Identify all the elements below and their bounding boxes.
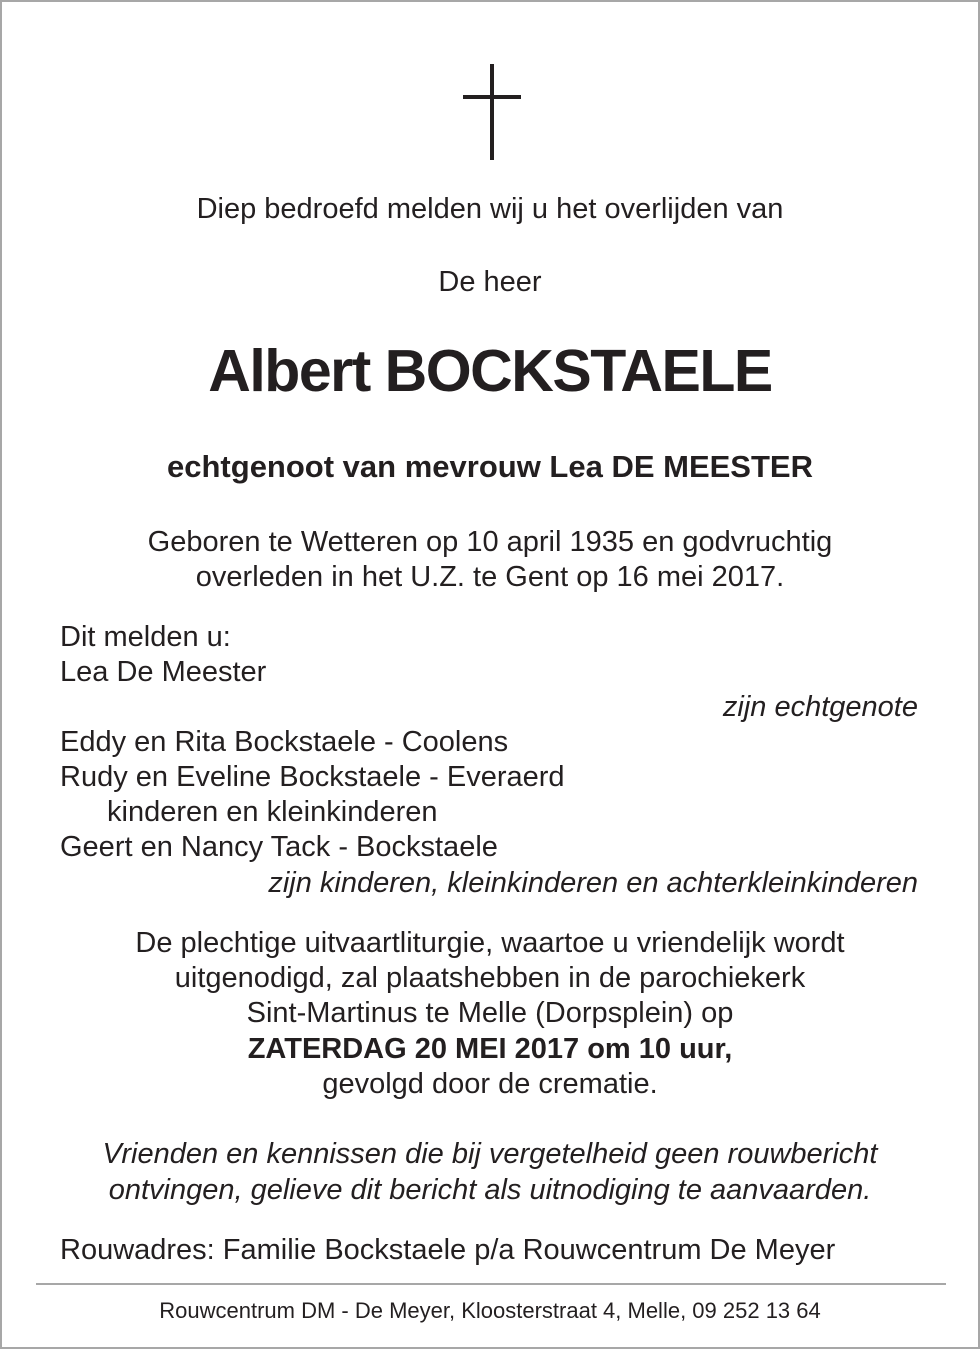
- birth-line: Geboren te Wetteren op 10 april 1935 en godvruchtig: [147, 526, 833, 558]
- child-line-1: Eddy en Rita Bockstaele - Coolens: [60, 726, 509, 758]
- footer-divider: [36, 1283, 946, 1285]
- note-line-2: ontvingen, gelieve dit bericht als uitnodiging te aanvaarden.: [108, 1174, 872, 1206]
- intro-text: Diep bedroefd melden wij u het overlijden van: [196, 193, 784, 225]
- funeral-line-2: uitgenodigd, zal plaatshebben in de parochiekerk: [174, 962, 806, 994]
- cross-horizontal-bar: [463, 95, 521, 99]
- child-line-3: kinderen en kleinkinderen: [107, 796, 438, 828]
- children-role: zijn kinderen, kleinkinderen en achterkleinkinderen: [268, 867, 918, 899]
- mourning-address: Rouwadres: Familie Bockstaele p/a Rouwcentrum De Meyer: [60, 1234, 836, 1266]
- death-line: overleden in het U.Z. te Gent op 16 mei 2017.: [195, 561, 785, 593]
- spouse-role: zijn echtgenote: [722, 691, 918, 723]
- deceased-name: Albert BOCKSTAELE: [208, 338, 772, 404]
- funeral-line-3: Sint-Martinus te Melle (Dorpsplein) op: [246, 997, 734, 1029]
- funeral-date: ZATERDAG 20 MEI 2017 om 10 uur,: [247, 1033, 733, 1065]
- latin-cross-icon: [463, 64, 521, 160]
- footer-text: Rouwcentrum DM - De Meyer, Kloosterstraat 4, Melle, 09 252 13 64: [159, 1298, 821, 1323]
- funeral-line-1: De plechtige uitvaartliturgie, waartoe u vriendelijk wordt: [135, 927, 845, 959]
- note-line-1: Vrienden en kennissen die bij vergetelheid geen rouwbericht: [102, 1138, 878, 1170]
- spouse-name: Lea De Meester: [60, 656, 267, 688]
- child-line-2: Rudy en Eveline Bockstaele - Everaerd: [60, 761, 565, 793]
- child-line-4: Geert en Nancy Tack - Bockstaele: [60, 831, 498, 863]
- family-heading: Dit melden u:: [60, 621, 231, 653]
- funeral-after: gevolgd door de crematie.: [322, 1068, 658, 1100]
- cross-vertical-bar: [490, 64, 494, 160]
- title-text: De heer: [438, 266, 542, 298]
- spouse-line: echtgenoot van mevrouw Lea DE MEESTER: [167, 449, 813, 484]
